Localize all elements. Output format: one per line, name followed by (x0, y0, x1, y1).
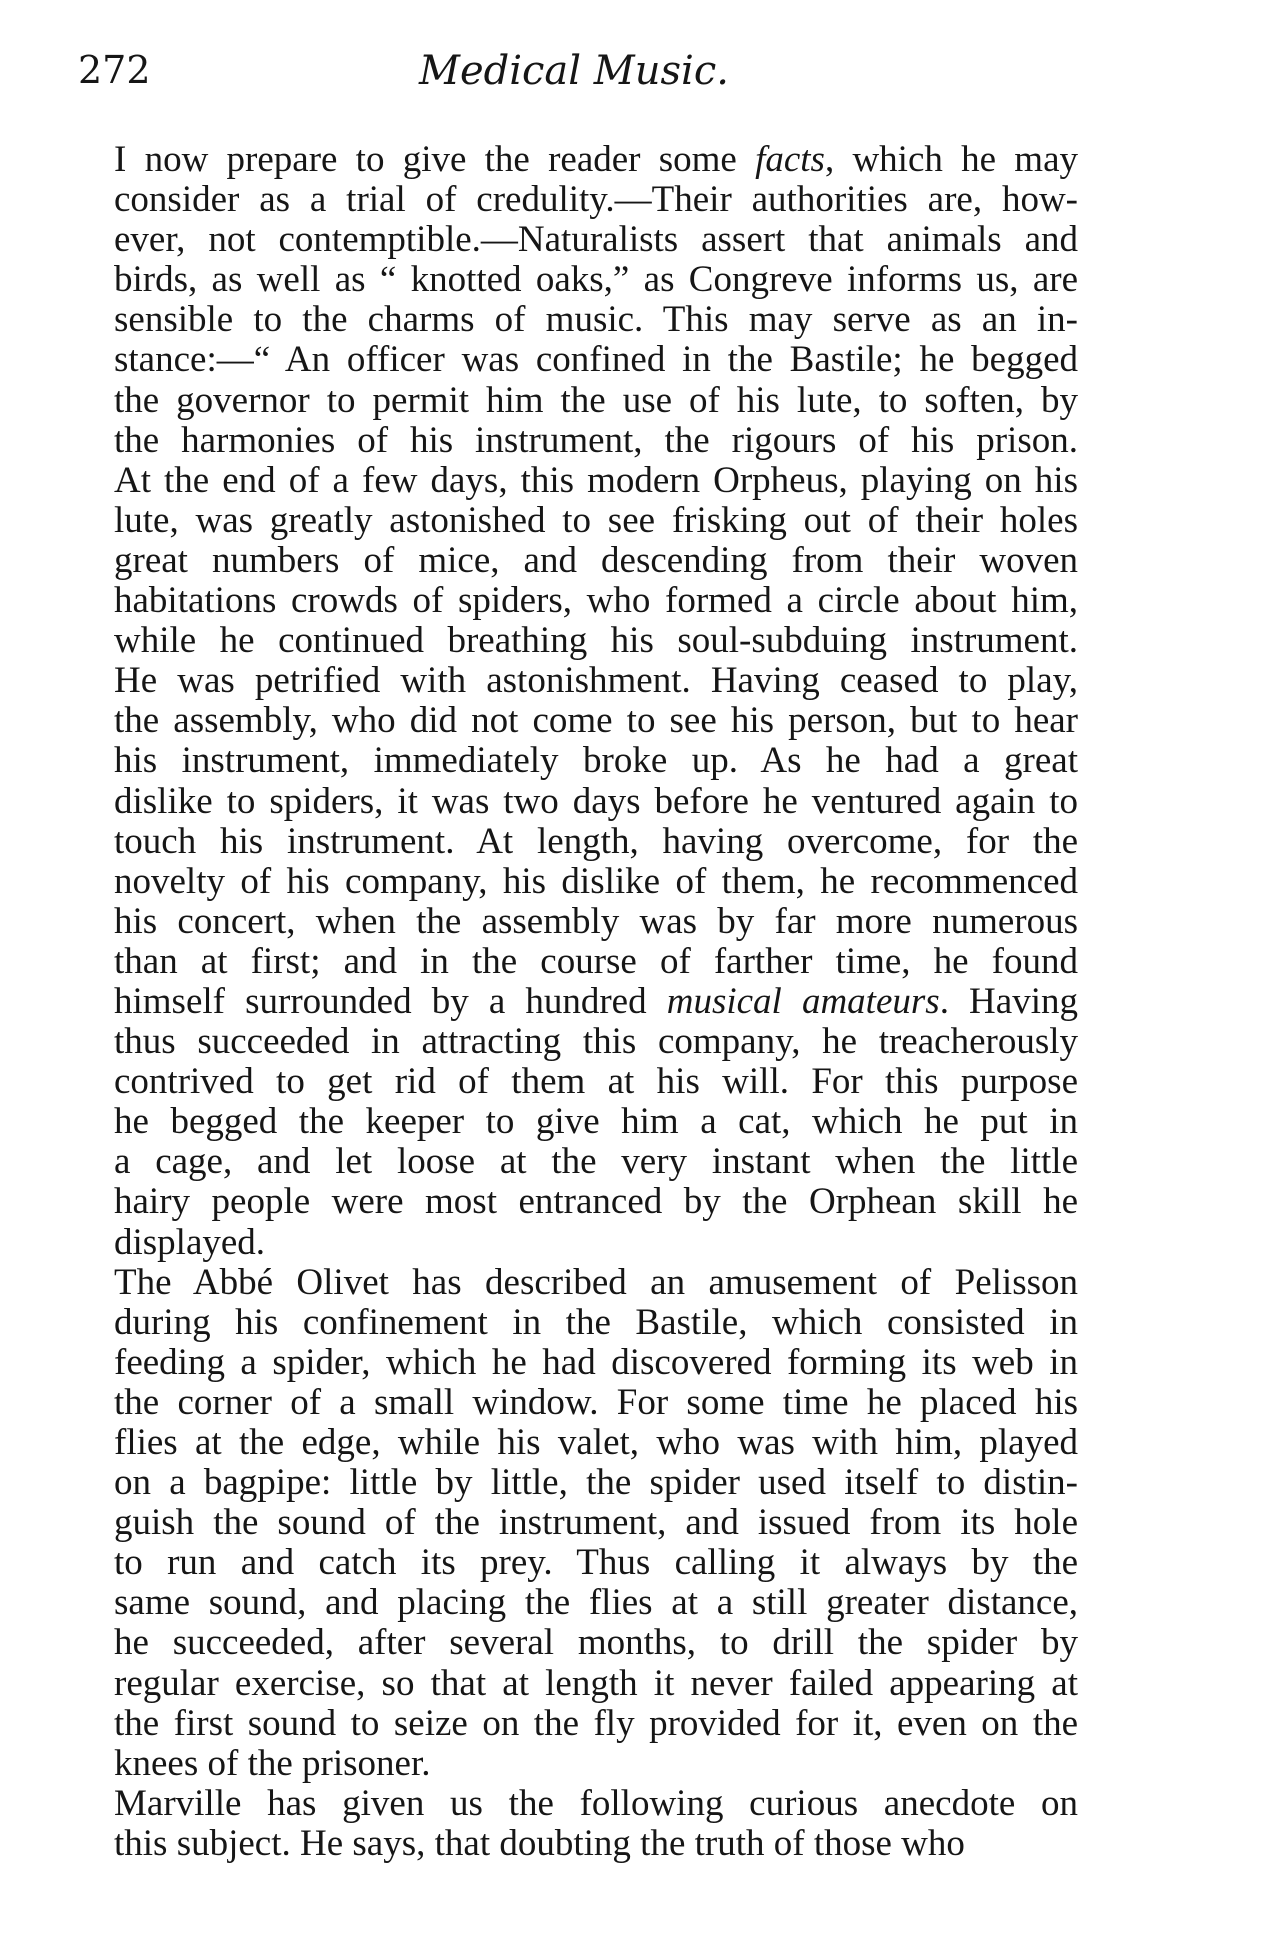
text-line (78, 1623, 1078, 1663)
text-run: The Abbé Olivet has described an amusement of Pelisson (114, 1261, 1078, 1303)
text-line (78, 782, 1078, 822)
text-line (78, 140, 1078, 180)
text-line (78, 1343, 1078, 1383)
text-run: novelty of his company, his dislike of them, he recommenced (114, 860, 1078, 902)
text-run: displayed. (114, 1221, 266, 1263)
text-line (78, 1383, 1078, 1423)
text-line (78, 1543, 1078, 1583)
text-run: thus succeeded in attracting this company, he treacherously (114, 1021, 1078, 1063)
text-line (78, 822, 1078, 862)
text-run: touch his instrument. At length, having overcome, for the (114, 820, 1078, 862)
text-run: the assembly, who did not come to see his person, but to hear (114, 700, 1078, 742)
text-run: birds, as well as “ knotted oaks,” as Congreve informs us, are (114, 259, 1078, 301)
text-line (78, 902, 1078, 942)
text-line (78, 260, 1078, 300)
text-line (78, 1022, 1078, 1062)
text-line (78, 340, 1078, 380)
text-run: a cage, and let loose at the very instant when the little (114, 1141, 1078, 1183)
text-run: the corner of a small window. For some time he placed his (114, 1381, 1078, 1423)
text-run: during his confinement in the Bastile, which consisted in (114, 1301, 1078, 1343)
text-run: he succeeded, after several months, to drill the spider by (114, 1622, 1078, 1664)
text-line (78, 982, 1078, 1022)
text-run: I now prepare to give the reader some (114, 139, 756, 180)
text-line (78, 541, 1078, 581)
text-run: guish the sound of the instrument, and issued from its hole (114, 1502, 1078, 1544)
text-run: lute, was greatly astonished to see frisking out of their holes (114, 499, 1078, 541)
paragraph (78, 140, 1078, 1263)
text-line (78, 220, 1078, 260)
text-line (78, 1223, 1078, 1263)
text-run: while he continued breathing his soul-subduing instrument. (114, 620, 1078, 662)
text-run: sensible to the charms of music. This may serve as an in- (114, 299, 1078, 341)
text-line (78, 1182, 1078, 1222)
text-line (78, 621, 1078, 661)
text-line (78, 862, 1078, 902)
text-run: than at first; and in the course of farther time, he found (114, 940, 1078, 982)
text-run: He was petrified with astonishment. Having ceased to play, (114, 660, 1078, 702)
text-run: habitations crowds of spiders, who formed a circle about him, (114, 580, 1078, 622)
text-run: At the end of a few days, this modern Orpheus, playing on his (114, 459, 1078, 501)
text-run: the governor to permit him the use of his lute, to soften, by (114, 379, 1078, 421)
text-run: he begged the keeper to give him a cat, which he put in (114, 1101, 1078, 1143)
text-run: feeding a spider, which he had discovered forming its web in (114, 1341, 1078, 1383)
text-run: to run and catch its prey. Thus calling it always by the (114, 1542, 1078, 1584)
text-line (78, 1303, 1078, 1343)
text-line (78, 1784, 1078, 1824)
text-line (78, 1142, 1078, 1182)
text-line (78, 1062, 1078, 1102)
text-line (78, 1463, 1078, 1503)
text-run: dislike to spiders, it was two days before he ventured again to (114, 780, 1078, 822)
text-line (78, 701, 1078, 741)
text-run: his concert, when the assembly was by far more numerous (114, 900, 1078, 942)
text-line (78, 581, 1078, 621)
text-line (78, 461, 1078, 501)
text-line (78, 1704, 1078, 1744)
text-run: knees of the prisoner. (114, 1742, 431, 1784)
text-run: the harmonies of his instrument, the rigours of his prison. (114, 419, 1078, 461)
text-line (78, 741, 1078, 781)
paragraph (78, 1784, 1078, 1864)
text-run: great numbers of mice, and descending from their woven (114, 539, 1078, 581)
text-line (78, 1744, 1078, 1784)
page-number: 272 (78, 48, 151, 92)
text-run: stance:—“ An officer was confined in the Bastile; he begged (114, 339, 1078, 381)
text-line (78, 942, 1078, 982)
text-line (78, 1423, 1078, 1463)
paragraph (78, 1263, 1078, 1784)
italic-text: musical amateurs (666, 980, 940, 1022)
text-line (78, 300, 1078, 340)
text-run: . Having (939, 980, 1078, 1022)
text-line (78, 1583, 1078, 1623)
text-run: hairy people were most entranced by the Orphean skill he (114, 1181, 1078, 1223)
text-line (78, 381, 1078, 421)
text-run: the first sound to seize on the fly provided for it, even on the (114, 1702, 1078, 1744)
text-line (78, 501, 1078, 541)
text-line (78, 1263, 1078, 1303)
text-run: his instrument, immediately broke up. As he had a great (114, 740, 1078, 782)
text-run: Marville has given us the following curious anecdote on (114, 1782, 1078, 1824)
page-header (78, 48, 1078, 118)
text-run: on a bagpipe: little by little, the spider used itself to distin- (114, 1462, 1078, 1504)
text-line (78, 421, 1078, 461)
body-text (78, 140, 1078, 1864)
text-line (78, 180, 1078, 220)
text-run: ever, not contemptible.—Naturalists assert that animals and (114, 219, 1078, 261)
text-run: consider as a trial of credulity.—Their authorities are, how- (114, 179, 1078, 221)
text-run: same sound, and placing the flies at a still greater distance, (114, 1582, 1078, 1624)
text-line (78, 1503, 1078, 1543)
text-run: regular exercise, so that at length it never failed appearing at (114, 1662, 1078, 1704)
text-line (78, 1824, 1078, 1864)
text-run: himself surrounded by a hundred (114, 980, 667, 1022)
text-run: , which he may (824, 139, 1078, 180)
text-line (78, 1102, 1078, 1142)
italic-text: facts (755, 139, 825, 180)
text-line (78, 661, 1078, 701)
text-run: contrived to get rid of them at his will. For this purpose (114, 1061, 1078, 1103)
running-title: Medical Music. (419, 48, 729, 94)
text-line (78, 1664, 1078, 1704)
text-run: flies at the edge, while his valet, who was with him, played (114, 1422, 1078, 1463)
text-run: this subject. He says, that doubting the truth of those who (114, 1822, 965, 1864)
